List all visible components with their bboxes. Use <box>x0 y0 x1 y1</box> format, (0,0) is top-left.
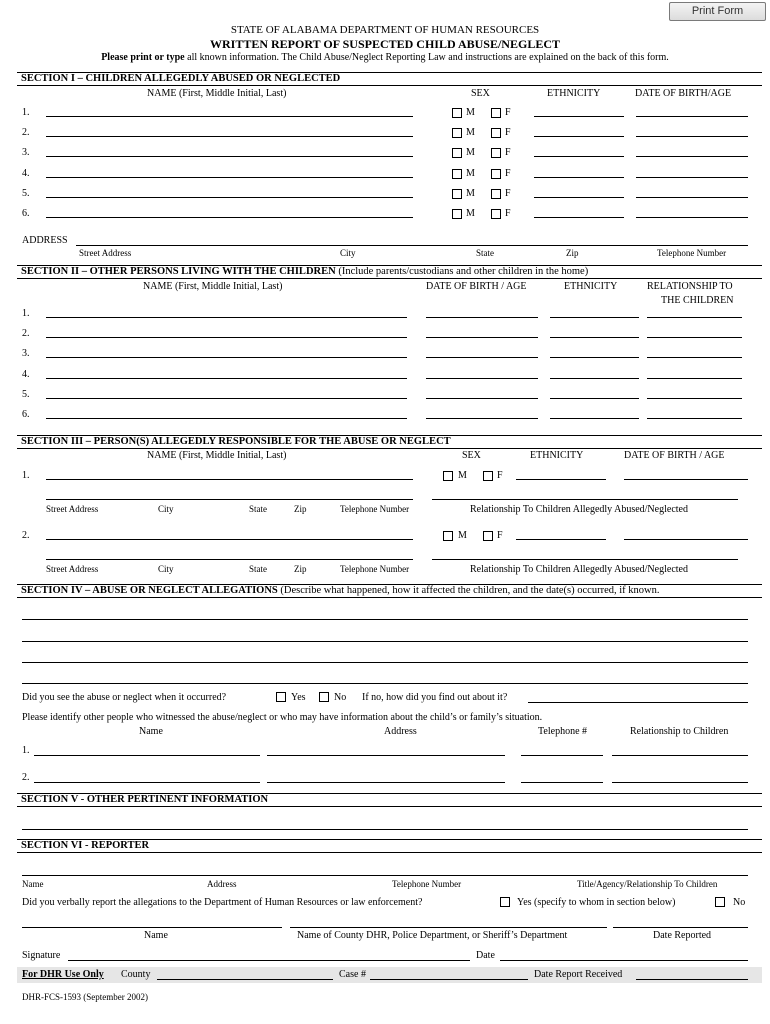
sex-female-checkbox[interactable] <box>491 148 501 158</box>
street-label: Street Address <box>46 564 99 574</box>
sex-female-checkbox[interactable] <box>491 189 501 199</box>
ethnicity-line[interactable] <box>516 479 606 480</box>
s6-no-label: No <box>733 897 746 908</box>
sex-female-checkbox[interactable] <box>491 108 501 118</box>
s4-col-telephone: Telephone # <box>538 726 588 737</box>
row-number: 5. <box>22 187 30 199</box>
dhr-county-line[interactable] <box>157 979 333 980</box>
s1-address-label: ADDRESS <box>22 235 68 246</box>
dob-line[interactable] <box>426 317 538 318</box>
s6-verbal-name-label: Name <box>144 930 168 941</box>
telephone-label: Telephone Number <box>340 504 410 514</box>
sex-female-label: F <box>505 147 511 159</box>
ethnicity-line[interactable] <box>516 539 606 540</box>
instructions-bold: Please print or type <box>101 52 185 63</box>
row-number: 6. <box>22 409 30 420</box>
form-title: WRITTEN REPORT OF SUSPECTED CHILD ABUSE/NEGLECT <box>210 37 560 51</box>
relationship-label: Relationship To Children Allegedly Abused/Neglected <box>470 564 688 575</box>
section-2-note: (Include parents/custodians and other children in the home) <box>335 266 589 277</box>
telephone-label: Telephone Number <box>340 564 410 574</box>
child-name-line[interactable] <box>46 116 413 117</box>
dhr-county-label: County <box>121 969 151 980</box>
zip-label: Zip <box>294 504 307 514</box>
dob-line[interactable] <box>636 156 748 157</box>
s6-reporter-line[interactable] <box>22 875 748 876</box>
row-number: 4. <box>22 167 30 179</box>
witness-address-line[interactable] <box>267 782 505 783</box>
dob-line[interactable] <box>426 337 538 338</box>
s1-addr-city-label: City <box>340 248 356 258</box>
row-number: 2. <box>22 127 30 139</box>
s4-no-checkbox[interactable] <box>319 692 329 702</box>
row-number: 4. <box>22 368 30 380</box>
witness-telephone-line[interactable] <box>521 755 603 756</box>
s1-addr-zip-label: Zip <box>566 248 579 258</box>
s4-text-line-3[interactable] <box>22 662 748 663</box>
ethnicity-line[interactable] <box>550 378 639 379</box>
ethnicity-line[interactable] <box>550 357 639 358</box>
dhr-case-label: Case # <box>339 969 366 980</box>
witness-relationship-line[interactable] <box>612 782 748 783</box>
responsible-name-line[interactable] <box>46 539 413 540</box>
dob-line[interactable] <box>636 116 748 117</box>
ethnicity-line[interactable] <box>550 317 639 318</box>
section-1-header: SECTION I – CHILDREN ALLEGEDLY ABUSED OR NEGLECTED <box>17 72 762 86</box>
address-line[interactable] <box>46 499 413 500</box>
ethnicity-line[interactable] <box>550 418 639 419</box>
city-label: City <box>158 564 174 574</box>
s4-col-relationship: Relationship to Children <box>630 726 729 737</box>
dob-line[interactable] <box>624 539 748 540</box>
sex-female-checkbox[interactable] <box>491 128 501 138</box>
s4-text-line-1[interactable] <box>22 619 748 620</box>
s1-addr-state-label: State <box>476 248 494 258</box>
signature-line[interactable] <box>68 960 470 961</box>
sex-male-label: M <box>466 187 475 199</box>
s1-address-line[interactable] <box>76 245 748 246</box>
s6-yes-checkbox[interactable] <box>500 897 510 907</box>
dob-line[interactable] <box>624 479 748 480</box>
witness-relationship-line[interactable] <box>612 755 748 756</box>
relationship-line[interactable] <box>432 499 738 500</box>
dhr-case-line[interactable] <box>370 979 528 980</box>
signature-date-label: Date <box>476 950 495 961</box>
ethnicity-line[interactable] <box>534 217 624 218</box>
sex-male-checkbox[interactable] <box>443 471 453 481</box>
s4-how-line[interactable] <box>528 702 748 703</box>
relationship-line[interactable] <box>647 357 742 358</box>
form-instructions <box>0 52 770 63</box>
relationship-line[interactable] <box>647 418 742 419</box>
s1-col-name: NAME (First, Middle Initial, Last) <box>147 88 287 99</box>
s6-verbal-date-line[interactable] <box>613 927 748 928</box>
sex-female-checkbox[interactable] <box>491 209 501 219</box>
signature-label: Signature <box>22 950 61 961</box>
dob-line[interactable] <box>636 177 748 178</box>
section-3-header: SECTION III – PERSON(S) ALLEGEDLY RESPONSIBLE FOR THE ABUSE OR NEGLECT <box>17 435 762 449</box>
agency-title: STATE OF ALABAMA DEPARTMENT OF HUMAN RESOURCES <box>230 24 540 36</box>
witness-name-line[interactable] <box>34 782 260 783</box>
section-4-note: (Describe what happened, how it affected the children, and the date(s) occurred, if known. <box>277 585 660 596</box>
person-name-line[interactable] <box>46 337 407 338</box>
child-name-line[interactable] <box>46 197 413 198</box>
row-number: 2. <box>22 530 30 541</box>
s1-col-sex: SEX <box>471 88 490 99</box>
s6-yes-label: Yes (specify to whom in section below) <box>517 897 676 908</box>
s1-col-ethnicity: ETHNICITY <box>547 88 601 99</box>
dhr-use-label: For DHR Use Only <box>22 969 104 980</box>
responsible-name-line[interactable] <box>46 479 413 480</box>
row-number: 6. <box>22 208 30 219</box>
s6-title-label: Title/Agency/Relationship To Children <box>577 879 718 889</box>
s4-text-line-2[interactable] <box>22 641 748 642</box>
s2-col-ethnicity: ETHNICITY <box>564 281 618 292</box>
relationship-label: Relationship To Children Allegedly Abused/Neglected <box>470 504 688 515</box>
sex-male-label: M <box>458 530 467 541</box>
s6-verbal-agency-label: Name of County DHR, Police Department, or Sheriff’s Department <box>297 930 568 941</box>
instructions-text: all known information. The Child Abuse/Neglect Reporting Law and instructions are explained on the back of this form. <box>184 52 669 63</box>
witness-telephone-line[interactable] <box>521 782 603 783</box>
child-name-line[interactable] <box>46 177 413 178</box>
section-6-header: SECTION VI - REPORTER <box>17 839 762 853</box>
person-name-line[interactable] <box>46 357 407 358</box>
sex-male-label: M <box>466 208 475 219</box>
child-name-line[interactable] <box>46 136 413 137</box>
ethnicity-line[interactable] <box>534 197 624 198</box>
row-number: 3. <box>22 348 30 360</box>
s4-col-name: Name <box>139 726 163 737</box>
sex-male-checkbox[interactable] <box>452 108 462 118</box>
dob-line[interactable] <box>636 197 748 198</box>
s2-col-rel1: RELATIONSHIP TO <box>647 281 733 292</box>
relationship-line[interactable] <box>647 398 742 399</box>
dob-line[interactable] <box>636 136 748 137</box>
s4-text-line-4[interactable] <box>22 683 748 684</box>
sex-male-label: M <box>466 107 475 118</box>
sex-male-label: M <box>466 127 475 139</box>
s4-yes-checkbox[interactable] <box>276 692 286 702</box>
sex-male-label: M <box>466 147 475 159</box>
street-label: Street Address <box>46 504 99 514</box>
dob-line[interactable] <box>426 418 538 419</box>
sex-female-label: F <box>505 127 511 139</box>
signature-date-line[interactable] <box>500 960 748 961</box>
relationship-line[interactable] <box>647 317 742 318</box>
sex-male-checkbox[interactable] <box>452 189 462 199</box>
section-2-header: SECTION II – OTHER PERSONS LIVING WITH THE CHILDREN (Include parents/custodians and other children in the home) <box>17 265 762 279</box>
print-form-button[interactable]: Print Form <box>669 2 766 21</box>
dob-line[interactable] <box>426 398 538 399</box>
dob-line[interactable] <box>426 357 538 358</box>
s1-addr-tel-label: Telephone Number <box>657 248 727 258</box>
row-number: 5. <box>22 388 30 400</box>
s2-col-rel2: THE CHILDREN <box>661 295 734 306</box>
sex-female-checkbox[interactable] <box>491 169 501 179</box>
sex-male-checkbox[interactable] <box>452 148 462 158</box>
section-4-header: SECTION IV – ABUSE OR NEGLECT ALLEGATIONS (Describe what happened, how it affected the children, and the date(s) occurred, if known. <box>17 584 762 598</box>
s3-col-dob: DATE OF BIRTH / AGE <box>624 450 725 461</box>
row-number: 1. <box>22 745 30 756</box>
child-name-line[interactable] <box>46 156 413 157</box>
relationship-line[interactable] <box>647 337 742 338</box>
child-name-line[interactable] <box>46 217 413 218</box>
ethnicity-line[interactable] <box>550 398 639 399</box>
s3-col-sex: SEX <box>462 450 481 461</box>
relationship-line[interactable] <box>432 559 738 560</box>
address-line[interactable] <box>46 559 413 560</box>
row-number: 1. <box>22 308 30 319</box>
s4-yes-label: Yes <box>291 692 306 703</box>
sex-female-label: F <box>505 208 511 219</box>
s4-q-see: Did you see the abuse or neglect when it occurred? <box>22 692 227 703</box>
ethnicity-line[interactable] <box>534 136 624 137</box>
city-label: City <box>158 504 174 514</box>
ethnicity-line[interactable] <box>534 177 624 178</box>
sex-male-checkbox[interactable] <box>452 128 462 138</box>
sex-male-label: M <box>466 167 475 179</box>
section-5-header: SECTION V - OTHER PERTINENT INFORMATION <box>17 793 762 807</box>
s3-col-name: NAME (First, Middle Initial, Last) <box>147 450 287 461</box>
zip-label: Zip <box>294 564 307 574</box>
s6-name-label: Name <box>22 879 44 889</box>
sex-male-label: M <box>458 470 467 481</box>
s6-no-checkbox[interactable] <box>715 897 725 907</box>
s6-verbal-date-label: Date Reported <box>653 930 712 941</box>
s2-col-dob: DATE OF BIRTH / AGE <box>426 281 527 292</box>
sex-female-label: F <box>505 187 511 199</box>
s6-q-verbal: Did you verbally report the allegations to the Department of Human Resources or law enforcement? <box>22 897 423 908</box>
sex-female-label: F <box>497 470 503 481</box>
person-name-line[interactable] <box>46 378 407 379</box>
s1-col-dob: DATE OF BIRTH/AGE <box>635 88 732 99</box>
dhr-received-line[interactable] <box>636 979 748 980</box>
sex-male-checkbox[interactable] <box>452 169 462 179</box>
s2-col-name: NAME (First, Middle Initial, Last) <box>143 281 283 292</box>
witness-name-line[interactable] <box>34 755 260 756</box>
sex-female-label: F <box>497 530 503 541</box>
relationship-line[interactable] <box>647 378 742 379</box>
ethnicity-line[interactable] <box>550 337 639 338</box>
s5-text-line[interactable] <box>22 829 748 830</box>
sex-female-checkbox[interactable] <box>483 531 493 541</box>
state-label: State <box>249 564 267 574</box>
row-number: 2. <box>22 328 30 340</box>
person-name-line[interactable] <box>46 317 407 318</box>
s1-addr-street-label: Street Address <box>79 248 132 258</box>
witness-address-line[interactable] <box>267 755 505 756</box>
ethnicity-line[interactable] <box>534 116 624 117</box>
s4-q-witness: Please identify other people who witnessed the abuse/neglect or who may have information about the child’s or family’s situation. <box>22 712 543 723</box>
sex-female-label: F <box>505 167 511 179</box>
row-number: 1. <box>22 107 30 118</box>
s6-address-label: Address <box>207 879 237 889</box>
form-number: DHR-FCS-1593 (September 2002) <box>22 992 148 1002</box>
sex-male-checkbox[interactable] <box>443 531 453 541</box>
person-name-line[interactable] <box>46 418 407 419</box>
row-number: 3. <box>22 147 30 159</box>
s4-col-address: Address <box>384 726 417 737</box>
sex-female-checkbox[interactable] <box>483 471 493 481</box>
s6-verbal-name-line[interactable] <box>22 927 282 928</box>
row-number: 2. <box>22 772 30 783</box>
person-name-line[interactable] <box>46 398 407 399</box>
s6-verbal-agency-line[interactable] <box>290 927 607 928</box>
state-label: State <box>249 504 267 514</box>
sex-female-label: F <box>505 107 511 118</box>
s4-no-label: No <box>334 692 347 703</box>
ethnicity-line[interactable] <box>534 156 624 157</box>
s4-q-how: If no, how did you find out about it? <box>362 692 508 703</box>
s6-telephone-label: Telephone Number <box>392 879 462 889</box>
dob-line[interactable] <box>636 217 748 218</box>
sex-male-checkbox[interactable] <box>452 209 462 219</box>
s3-col-ethnicity: ETHNICITY <box>530 450 584 461</box>
dhr-received-label: Date Report Received <box>534 969 623 980</box>
dob-line[interactable] <box>426 378 538 379</box>
row-number: 1. <box>22 470 30 481</box>
